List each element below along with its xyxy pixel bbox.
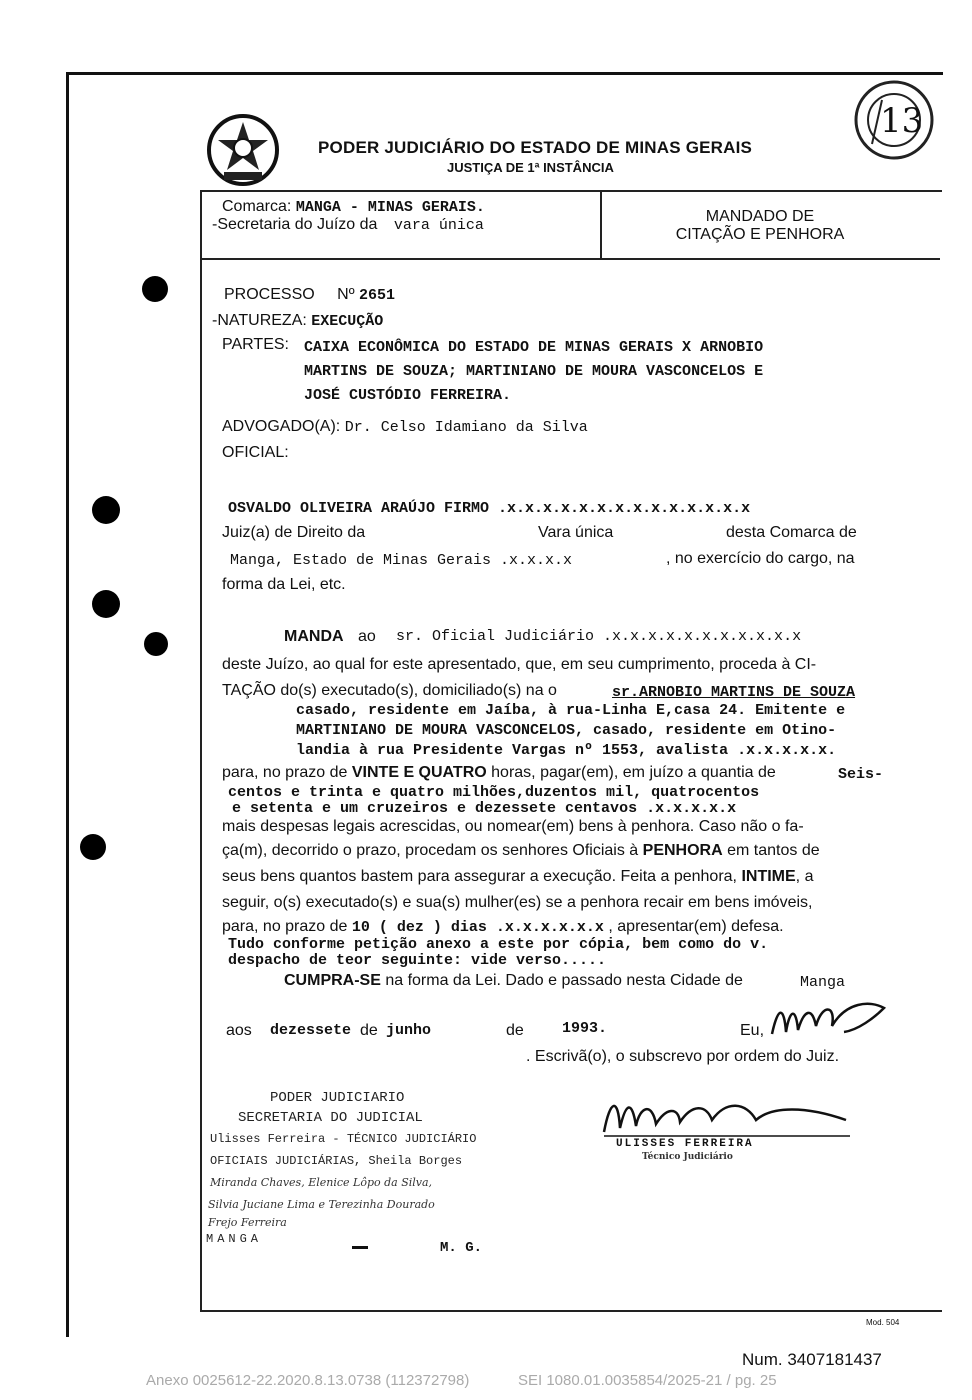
stamp-line: Ulisses Ferreira - TÉCNICO JUDICIÁRIO	[210, 1132, 477, 1146]
secretaria-value: vara única	[393, 217, 484, 234]
cumpra-label: CUMPRA-SE	[284, 972, 381, 989]
cumpra-line	[284, 972, 743, 990]
footer-anexo: Anexo 0025612-22.2020.8.13.0738 (112372798)	[146, 1372, 470, 1389]
manda-ao: ao	[358, 628, 376, 645]
partes-line: CAIXA ECONÔMICA DO ESTADO DE MINAS GERAIS X ARNOBIO	[304, 339, 764, 356]
prazo-hours: VINTE E QUATRO	[351, 764, 487, 781]
typed-line: MARTINIANO DE MOURA VASCONCELOS, casado, residente em Otino-	[296, 722, 837, 739]
intime-text-tail: , a	[795, 868, 814, 885]
secretaria-label: Secretaria do Juízo da	[217, 216, 378, 233]
date-de: de	[506, 1022, 524, 1039]
signer-name: ULISSES FERREIRA	[616, 1138, 754, 1150]
judge-location-tail: , no exercício do cargo, na	[666, 550, 855, 567]
penhora-text-tail: em tantos de	[727, 842, 820, 859]
typed-line: landia à rua Presidente Vargas nº 1553, avalista .x.x.x.x.x.	[296, 742, 837, 759]
judge-role-3: desta Comarca de	[726, 524, 857, 541]
punch-hole	[92, 590, 120, 618]
date-aos: aos	[226, 1022, 252, 1039]
penhora-label: PENHORA	[642, 842, 723, 859]
natureza-label: NATUREZA:	[217, 312, 307, 329]
punch-hole	[142, 276, 168, 302]
document-type-line1: MANDADO DE	[705, 208, 815, 225]
manda-officer: sr. Oficial Judiciário .x.x.x.x.x.x.x.x.x.x.x	[396, 628, 802, 645]
coat-of-arms-icon	[198, 110, 288, 190]
processo-label: PROCESSO	[224, 286, 315, 303]
intime-line	[222, 868, 813, 886]
intime-text: seus bens quantos bastem para assegurar a execução. Feita a penhora,	[222, 868, 737, 885]
comarca-line	[222, 198, 485, 216]
document-number: Num. 3407181437	[742, 1350, 882, 1369]
stamp-line: OFICIAIS JUDICIÁRIAS, Sheila Borges	[210, 1154, 463, 1168]
processo-line	[224, 286, 395, 304]
processo-value: 2651	[359, 287, 396, 304]
date-day: dezessete	[270, 1022, 352, 1039]
amount-line: e setenta e um cruzeiros e dezessete centavos .x.x.x.x.x	[232, 800, 737, 817]
date-month: junho	[386, 1022, 432, 1039]
judge-role-1: Juiz(a) de Direito da	[222, 524, 366, 541]
cumpra-text: na forma da Lei. Dado e passado nesta Cidade de	[385, 972, 743, 989]
punch-hole	[144, 632, 168, 656]
mandate-text-line: seguir, o(s) executado(s) e sua(s) mulher(es) se a penhora recair em bens imóveis,	[222, 894, 813, 911]
eu-label: Eu,	[740, 1022, 765, 1039]
judge-role-2: Vara única	[538, 524, 614, 541]
penhora-text: ça(m), decorrido o prazo, procedam os senhores Oficiais à	[222, 842, 639, 859]
court-title: PODER JUDICIÁRIO DO ESTADO DE MINAS GERAIS	[318, 138, 753, 157]
stamp-line: Miranda Chaves, Elenice Lôpo da Silva,	[210, 1176, 433, 1189]
defesa-days: 10 ( dez ) dias .x.x.x.x.x.x	[351, 919, 604, 936]
punch-hole	[92, 496, 120, 524]
page-stamp-number: 13	[880, 101, 924, 141]
defesa-line	[222, 918, 784, 936]
date-year: 1993.	[562, 1020, 608, 1037]
processo-no-label: Nº	[337, 286, 355, 303]
stamp-line: PODER JUDICIARIO	[270, 1090, 405, 1106]
judge-law: forma da Lei, etc.	[222, 576, 346, 593]
mandate-text-line: deste Juízo, ao qual for este apresentado, que, em seu cumprimento, proceda à CI-	[222, 656, 817, 673]
partes-line: MARTINS DE SOUZA; MARTINIANO DE MOURA VASCONCELOS E	[304, 363, 764, 380]
typed-line: casado, residente em Jaíba, à rua-Linha E,casa 24. Emitente e	[296, 702, 846, 719]
defesa-text: para, no prazo de	[222, 918, 348, 935]
clerk-signature	[766, 996, 892, 1044]
secretaria-line: -Secretaria do Juízo da vara única	[212, 216, 484, 234]
prazo-text: para, no prazo de	[222, 764, 348, 781]
signer-role: Técnico Judiciário	[642, 1152, 733, 1162]
intime-label: INTIME	[741, 868, 796, 885]
document-type	[600, 208, 920, 244]
manda-label: MANDA	[284, 628, 344, 645]
natureza-line: -NATUREZA: EXECUÇÃO	[212, 312, 384, 330]
date-de: de	[360, 1022, 378, 1039]
document-type-line2: CITAÇÃO E PENHORA	[675, 226, 845, 243]
form-model-number: Mod. 504	[866, 1318, 900, 1327]
typed-line: despacho de teor seguinte: vide verso.....	[228, 952, 607, 969]
prazo-line	[222, 764, 776, 782]
stamp-line: Frejo Ferreira	[208, 1216, 287, 1229]
stamp-line: Silvia Juciane Lima e Terezinha Dourado	[208, 1198, 435, 1211]
stamp-dash	[352, 1246, 368, 1249]
mandate-text-line: TAÇÃO do(s) executado(s), domiciliado(s) na o	[222, 682, 557, 699]
judge-name: OSVALDO OLIVEIRA ARAÚJO FIRMO .x.x.x.x.x.x.x.x.x.x.x.x.x.x	[228, 500, 751, 517]
punch-hole	[80, 834, 106, 860]
oficial-label: OFICIAL:	[222, 444, 289, 461]
partes-label: PARTES:	[222, 336, 289, 353]
cumpra-city: Manga	[800, 974, 846, 991]
mandate-text-line: mais despesas legais acrescidas, ou nomear(em) bens à penhora. Caso não o fa-	[222, 818, 804, 835]
partes-block	[304, 336, 763, 408]
stamp-city: MANGA	[206, 1232, 263, 1246]
court-subtitle: JUSTIÇA DE 1ª INSTÂNCIA	[447, 160, 614, 175]
typed-line: Tudo conforme petição anexo a este por cópia, bem como do v.	[228, 936, 769, 953]
amount-line: Seis-	[838, 766, 884, 783]
header-divider	[200, 258, 940, 260]
advogado-label: ADVOGADO(A):	[222, 418, 341, 435]
judge-location: Manga, Estado de Minas Gerais .x.x.x.x	[230, 552, 573, 569]
natureza-value: EXECUÇÃO	[311, 313, 384, 330]
comarca-value: MANGA - MINAS GERAIS.	[295, 199, 485, 216]
page-number-stamp	[842, 74, 942, 174]
amount-line: centos e trinta e quatro milhões,duzentos mil, quatrocentos	[228, 784, 760, 801]
penhora-line	[222, 842, 820, 860]
prazo-text-tail: horas, pagar(em), em juízo a quantia de	[491, 764, 776, 781]
advogado-line	[222, 418, 588, 436]
comarca-label: Comarca:	[222, 198, 292, 215]
stamp-line: SECRETARIA DO JUDICIAL	[238, 1110, 423, 1126]
debtor-name: sr.ARNOBIO MARTINS DE SOUZA	[612, 684, 856, 701]
defesa-text-tail: , apresentar(em) defesa.	[608, 918, 784, 935]
partes-line: JOSÉ CUSTÓDIO FERREIRA.	[304, 387, 512, 404]
escriva-line: . Escrivã(o), o subscrevo por ordem do Juiz.	[526, 1048, 840, 1065]
advogado-value: Dr. Celso Idamiano da Silva	[344, 419, 588, 436]
stamp-state: M. G.	[440, 1240, 483, 1256]
footer-sei: SEI 1080.01.0035854/2025-21 / pg. 25	[518, 1372, 777, 1389]
